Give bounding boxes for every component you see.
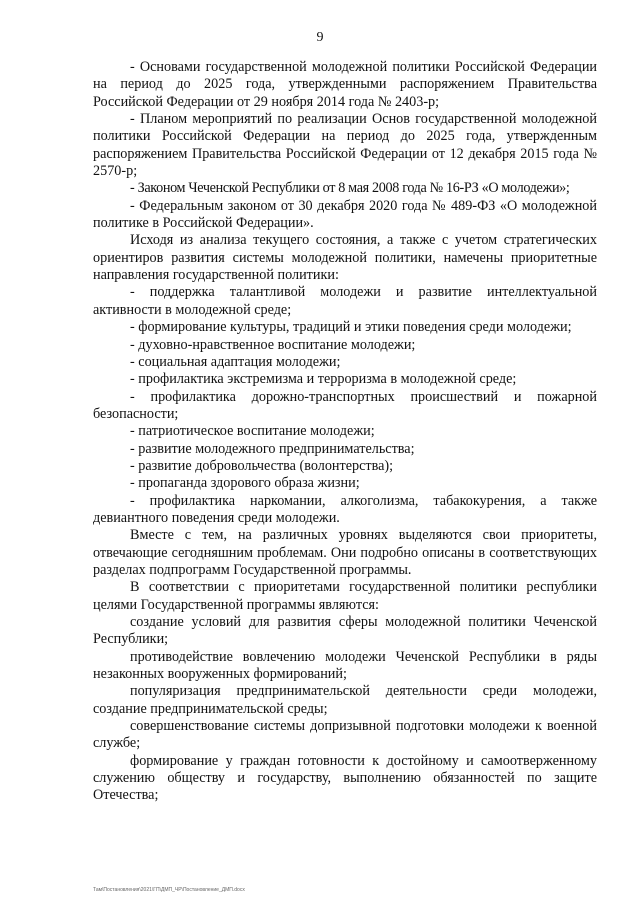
paragraph-basics-youth-policy: - Основами государственной молодежной политики Российской Федерации на период до 2025 года, утвержденными распоряжением Правительства Российской Федерации от 29 ноября 2014 года № 2403-р; xyxy=(93,59,597,110)
list-item-extremism-prevention: - профилактика экстремизма и терроризма в молодежной среде; xyxy=(130,371,517,388)
goal-entrepreneurship-popularization: популяризация предпринимательской деятельности среди молодежи, создание предпринимательской среды; xyxy=(93,683,597,717)
goal-counter-armed-groups: противодействие вовлечению молодежи Чеченской Республики в ряды незаконных вооруженных формирований; xyxy=(93,648,597,683)
list-item-culture-ethics: - формирование культуры, традиций и этики поведения среди молодежи; xyxy=(130,319,572,336)
list-item-volunteering: - развитие добровольчества (волонтерства); xyxy=(130,457,394,474)
paragraph-federal-law: - Федеральным законом от 30 декабря 2020 года № 489-ФЗ «О молодежной политике в Российской Федерации». xyxy=(93,197,597,232)
file-path-footer: Там\Постановления\2021\ГП\ДМП_ЧР\Постановление_ДМП.docx xyxy=(93,887,245,893)
goal-service-readiness: формирование у граждан готовности к достойному и самоотверженному служению обществу и государству, выполнению обязанностей по защите Отечества; xyxy=(93,752,597,804)
paragraph-priorities-intro: Исходя из анализа текущего состояния, а также с учетом стратегических ориентиров развития системы молодежной политики, намечены приоритетные направления государственной политики: xyxy=(93,232,597,284)
list-item-patriotic-education: - патриотическое воспитание молодежи; xyxy=(130,423,375,440)
list-item-road-fire-safety: - профилактика дорожно-транспортных происшествий и пожарной безопасности; xyxy=(93,388,597,422)
paragraph-program-goals-intro: В соответствии с приоритетами государственной политики республики целями Государственной программы являются: xyxy=(93,579,597,613)
goal-pre-conscription-training: совершенствование системы допризывной подготовки молодежи к военной службе; xyxy=(93,718,597,752)
list-item-talented-youth: - поддержка талантливой молодежи и развитие интеллектуальной активности в молодежной среде; xyxy=(93,284,597,318)
list-item-healthy-lifestyle: - пропаганда здорового образа жизни; xyxy=(130,475,360,492)
paragraph-chechen-law: - Законом Чеченской Республики от 8 мая 2008 года № 16-РЗ «О молодежи»; xyxy=(130,180,570,197)
goal-youth-policy-conditions: создание условий для развития сферы молодежной политики Чеченской Республики; xyxy=(93,614,597,648)
paragraph-levels-priorities: Вместе с тем, на различных уровнях выделяются свои приоритеты, отвечающие сегодняшним проблемам. Они подробно описаны в соответствующих разделах подпрограмм Государственной программы. xyxy=(93,527,597,578)
list-item-social-adaptation: - социальная адаптация молодежи; xyxy=(130,353,341,370)
list-item-moral-education: - духовно-нравственное воспитание молодежи; xyxy=(130,336,416,353)
document-body xyxy=(93,59,597,805)
page-number: 9 xyxy=(316,30,324,45)
list-item-addiction-prevention: - профилактика наркомании, алкоголизма, табакокурения, а также девиантного поведения среди молодежи. xyxy=(93,492,597,526)
paragraph-action-plan: - Планом мероприятий по реализации Основ государственной молодежной политики Российской Федерации на период до 2025 года, утвержденным распоряжением Правительства Российской Федерации от 12 декабря 2015 года № 2570-р; xyxy=(93,111,597,180)
list-item-entrepreneurship: - развитие молодежного предпринимательства; xyxy=(130,440,415,457)
